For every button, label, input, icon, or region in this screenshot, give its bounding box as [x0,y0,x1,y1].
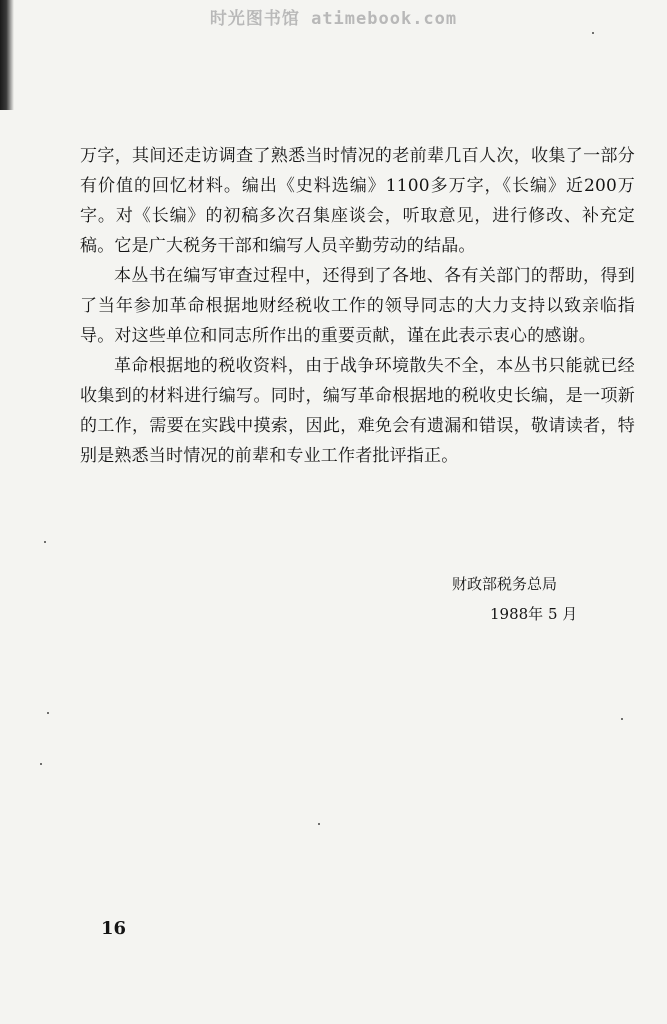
signature-block [452,569,577,629]
paragraph-1: 万字，其间还走访调查了熟悉当时情况的老前辈几百人次，收集了一部分有价值的回忆材料。编出《史料选编》1100多万字，《长编》近200万字。对《长编》的初稿多次召集座谈会，听取意见，进行修改、补充定稿。它是广大税务干部和编写人员辛勤劳动的结晶。 [80,146,635,256]
signature-date: 1988年 5 月 [490,605,578,623]
scan-speck [318,823,320,825]
page-number: 16 [101,918,127,939]
scan-speck [44,541,46,543]
paragraph-3: 革命根据地的税收资料，由于战争环境散失不全，本丛书只能就已经收集到的材料进行编写。同时，编写革命根据地的税收史长编，是一项新的工作，需要在实践中摸索，因此，难免会有遗漏和错误，敬请读者，特别是熟悉当时情况的前辈和专业工作者批评指正。 [80,356,635,466]
paragraph-2: 本丛书在编写审查过程中，还得到了各地、各有关部门的帮助，得到了当年参加革命根据地财经税收工作的领导同志的大力支持以致亲临指导。对这些单位和同志所作出的重要贡献，谨在此表示衷心的感谢。 [80,266,635,346]
body-text [80,141,635,471]
scan-speck [40,763,42,765]
watermark: 时光图书馆 atimebook.com [209,9,458,29]
scan-speck [592,32,594,34]
scan-speck [621,718,623,720]
scan-speck [47,712,49,714]
signature-org: 财政部税务总局 [452,575,558,593]
